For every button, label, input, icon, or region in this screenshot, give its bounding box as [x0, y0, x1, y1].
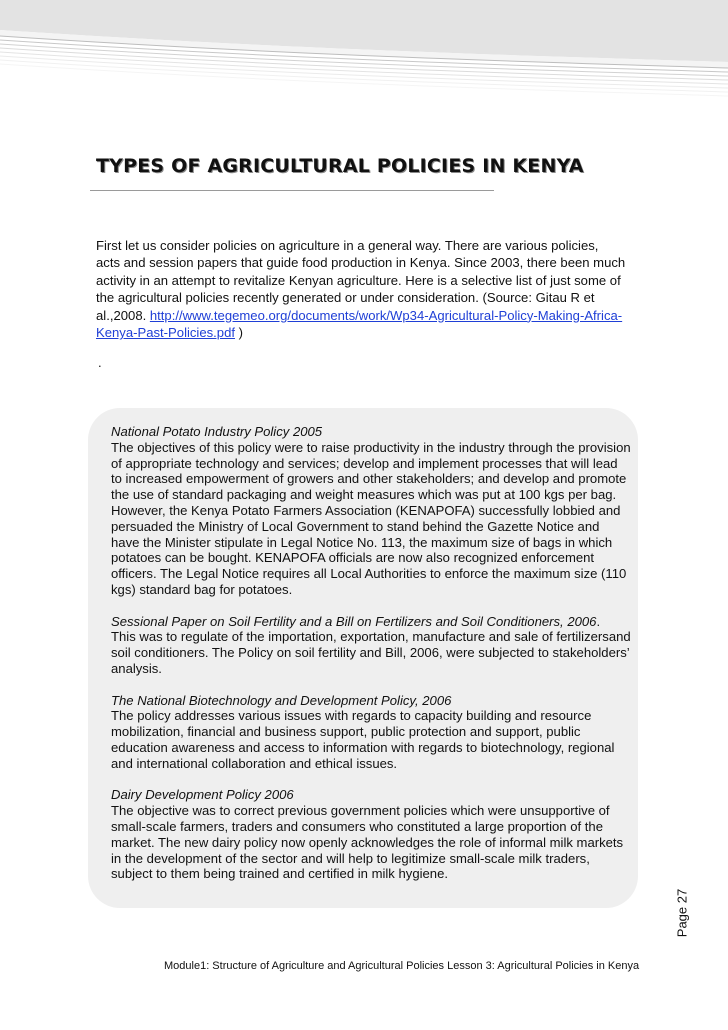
- page-number: [672, 886, 692, 940]
- page-title: TYPES OF AGRICULTURAL POLICIES IN KENYA: [96, 155, 584, 177]
- footer-text: Module1: Structure of Agriculture and Agricultural Policies Lesson 3: Agricultural Policies in Kenya: [164, 960, 640, 972]
- policy-title: The National Biotechnology and Development Policy, 2006: [111, 692, 452, 708]
- source-link[interactable]: http://www.tegemeo.org/documents/work/Wp34-Agricultural-Policy-Making-Africa-Kenya-Past-Policies.pdf: [96, 307, 623, 341]
- policy-body: This was to regulate of the importation, exportation, manufacture and sale of fertilizersand soil conditioners. The Policy on soil fertility and Bill, 2006, were subjected to stakeholders’ analysis.: [111, 629, 631, 676]
- separator-dot: .: [98, 355, 102, 370]
- intro-tail: ): [235, 325, 244, 341]
- policy-soil-fertility: [111, 614, 631, 677]
- policy-dairy: [111, 787, 631, 882]
- policy-title-suffix: .: [596, 613, 601, 629]
- intro-text: First let us consider policies on agriculture in a general way. There are various policies, acts and session papers that guide food production in Kenya. Since 2003, there been much activity in an attempt to revitalize Kenyan agriculture. Here is a selective list of just some of the agricultural policies recently generated or under consideration. (Source: Gitau R et al.,2008.: [96, 238, 626, 323]
- policies-list: [111, 424, 631, 898]
- policy-biotechnology: [111, 693, 631, 772]
- policy-title: National Potato Industry Policy 2005: [111, 424, 323, 439]
- policy-body: The objectives of this policy were to raise productivity in the industry through the provision of appropriate technology and services; develop and implement processes that will lead to increased empowerment of growers and other stakeholders; and develop and promote the use of standard packaging and weight measures which was put at 100 kgs per bag. However, the Kenya Potato Farmers Association (KENAPOFA) successfully lobbied and persuaded the Ministry of Local Government to stand behind the Gazette Notice and have the Minister stipulate in Legal Notice No. 113, the maximum size of bags in which potatoes can be bought. KENAPOFA officials are now also recognized enforcement officers. The Legal Notice requires all Local Authorities to enforce the maximum size (110 kgs) standard bag for potatoes.: [111, 439, 631, 597]
- policy-body: The objective was to correct previous government policies which were unsupportive of small-scale farmers, traders and consumers who constituted a large proportion of the market. The new dairy policy now openly acknowledges the role of informal milk markets in the development of the sector and will help to legitimize small-scale milk traders, subject to them being trained and certified in milk hygiene.: [111, 803, 624, 882]
- policy-title-line: [111, 614, 631, 630]
- title-divider: [90, 190, 494, 191]
- page-number-label: Page 27: [674, 888, 690, 938]
- policy-title: Dairy Development Policy 2006: [111, 787, 294, 803]
- header-decoration: [0, 0, 728, 110]
- intro-paragraph: [96, 237, 626, 341]
- policy-body: The policy addresses various issues with regards to capacity building and resource mobilization, financial and business support, public protection and support, public education awareness and access to information with regards to biotechnology, regional and international collaboration and ethical issues.: [111, 708, 615, 771]
- policy-title: Sessional Paper on Soil Fertility and a Bill on Fertilizers and Soil Conditioners, 2006: [111, 613, 597, 629]
- policy-potato: [111, 424, 631, 598]
